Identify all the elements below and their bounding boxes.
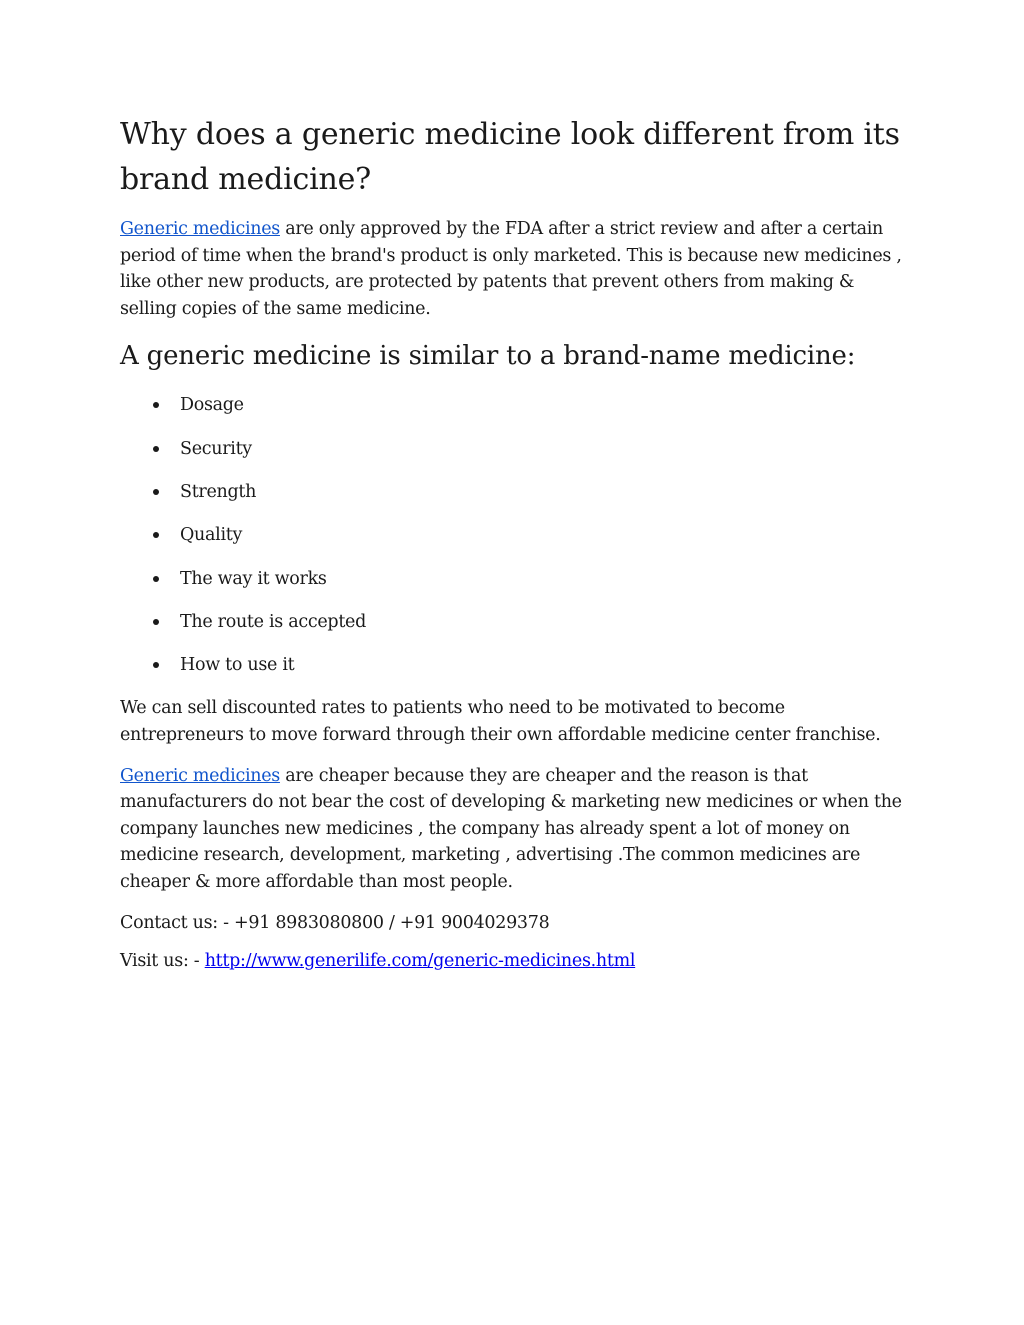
bullet-icon	[153, 532, 159, 538]
intro-paragraph	[120, 216, 906, 322]
list-item: Strength	[120, 479, 906, 505]
list-item: Quality	[120, 522, 906, 548]
bullet-icon	[153, 576, 159, 582]
visit-line	[120, 948, 906, 975]
visit-label: Visit us: -	[120, 951, 205, 972]
features-list	[120, 392, 906, 678]
list-item: Dosage	[120, 392, 906, 418]
bullet-icon	[153, 489, 159, 495]
list-item: The way it works	[120, 566, 906, 592]
list-item: Security	[120, 436, 906, 462]
bullet-icon	[153, 662, 159, 668]
generic-medicines-link[interactable]: Generic medicines	[120, 765, 280, 786]
bullet-icon	[153, 402, 159, 408]
franchise-paragraph: We can sell discounted rates to patients who need to be motivated to become entrepreneurs to move forward through their own affordable medicine center franchise.	[120, 698, 881, 746]
generic-medicines-link[interactable]: Generic medicines	[120, 219, 280, 239]
bullet-icon	[153, 446, 159, 452]
bullet-icon	[153, 619, 159, 625]
intro-text: are only approved by the FDA after a strict review and after a certain period of time when the brand's product is only marketed. This is because new medicines , like other new products, are protected by patents that prevent others from making & selling copies of the same medicine.	[120, 219, 902, 319]
contact-line	[120, 910, 906, 937]
pricing-paragraph	[120, 763, 906, 896]
contact-phones: +91 8983080800 / +91 9004029378	[234, 912, 550, 933]
section-heading: A generic medicine is similar to a brand-name medicine:	[120, 341, 856, 372]
page-title: Why does a generic medicine look different from its brand medicine?	[120, 117, 900, 197]
document-page	[120, 112, 906, 989]
list-item: The route is accepted	[120, 609, 906, 635]
contact-label: Contact us: -	[120, 912, 235, 933]
list-item: How to use it	[120, 652, 906, 678]
website-link[interactable]: http://www.generilife.com/generic-medicines.html	[204, 951, 636, 972]
pricing-text: are cheaper because they are cheaper and the reason is that manufacturers do not bear the cost of developing & marketing new medicines or when the company launches new medicines , the company has already spent a lot of money on medicine research, development, marketing , advertising .The common medicines are cheaper & more affordable than most people.	[120, 765, 902, 893]
